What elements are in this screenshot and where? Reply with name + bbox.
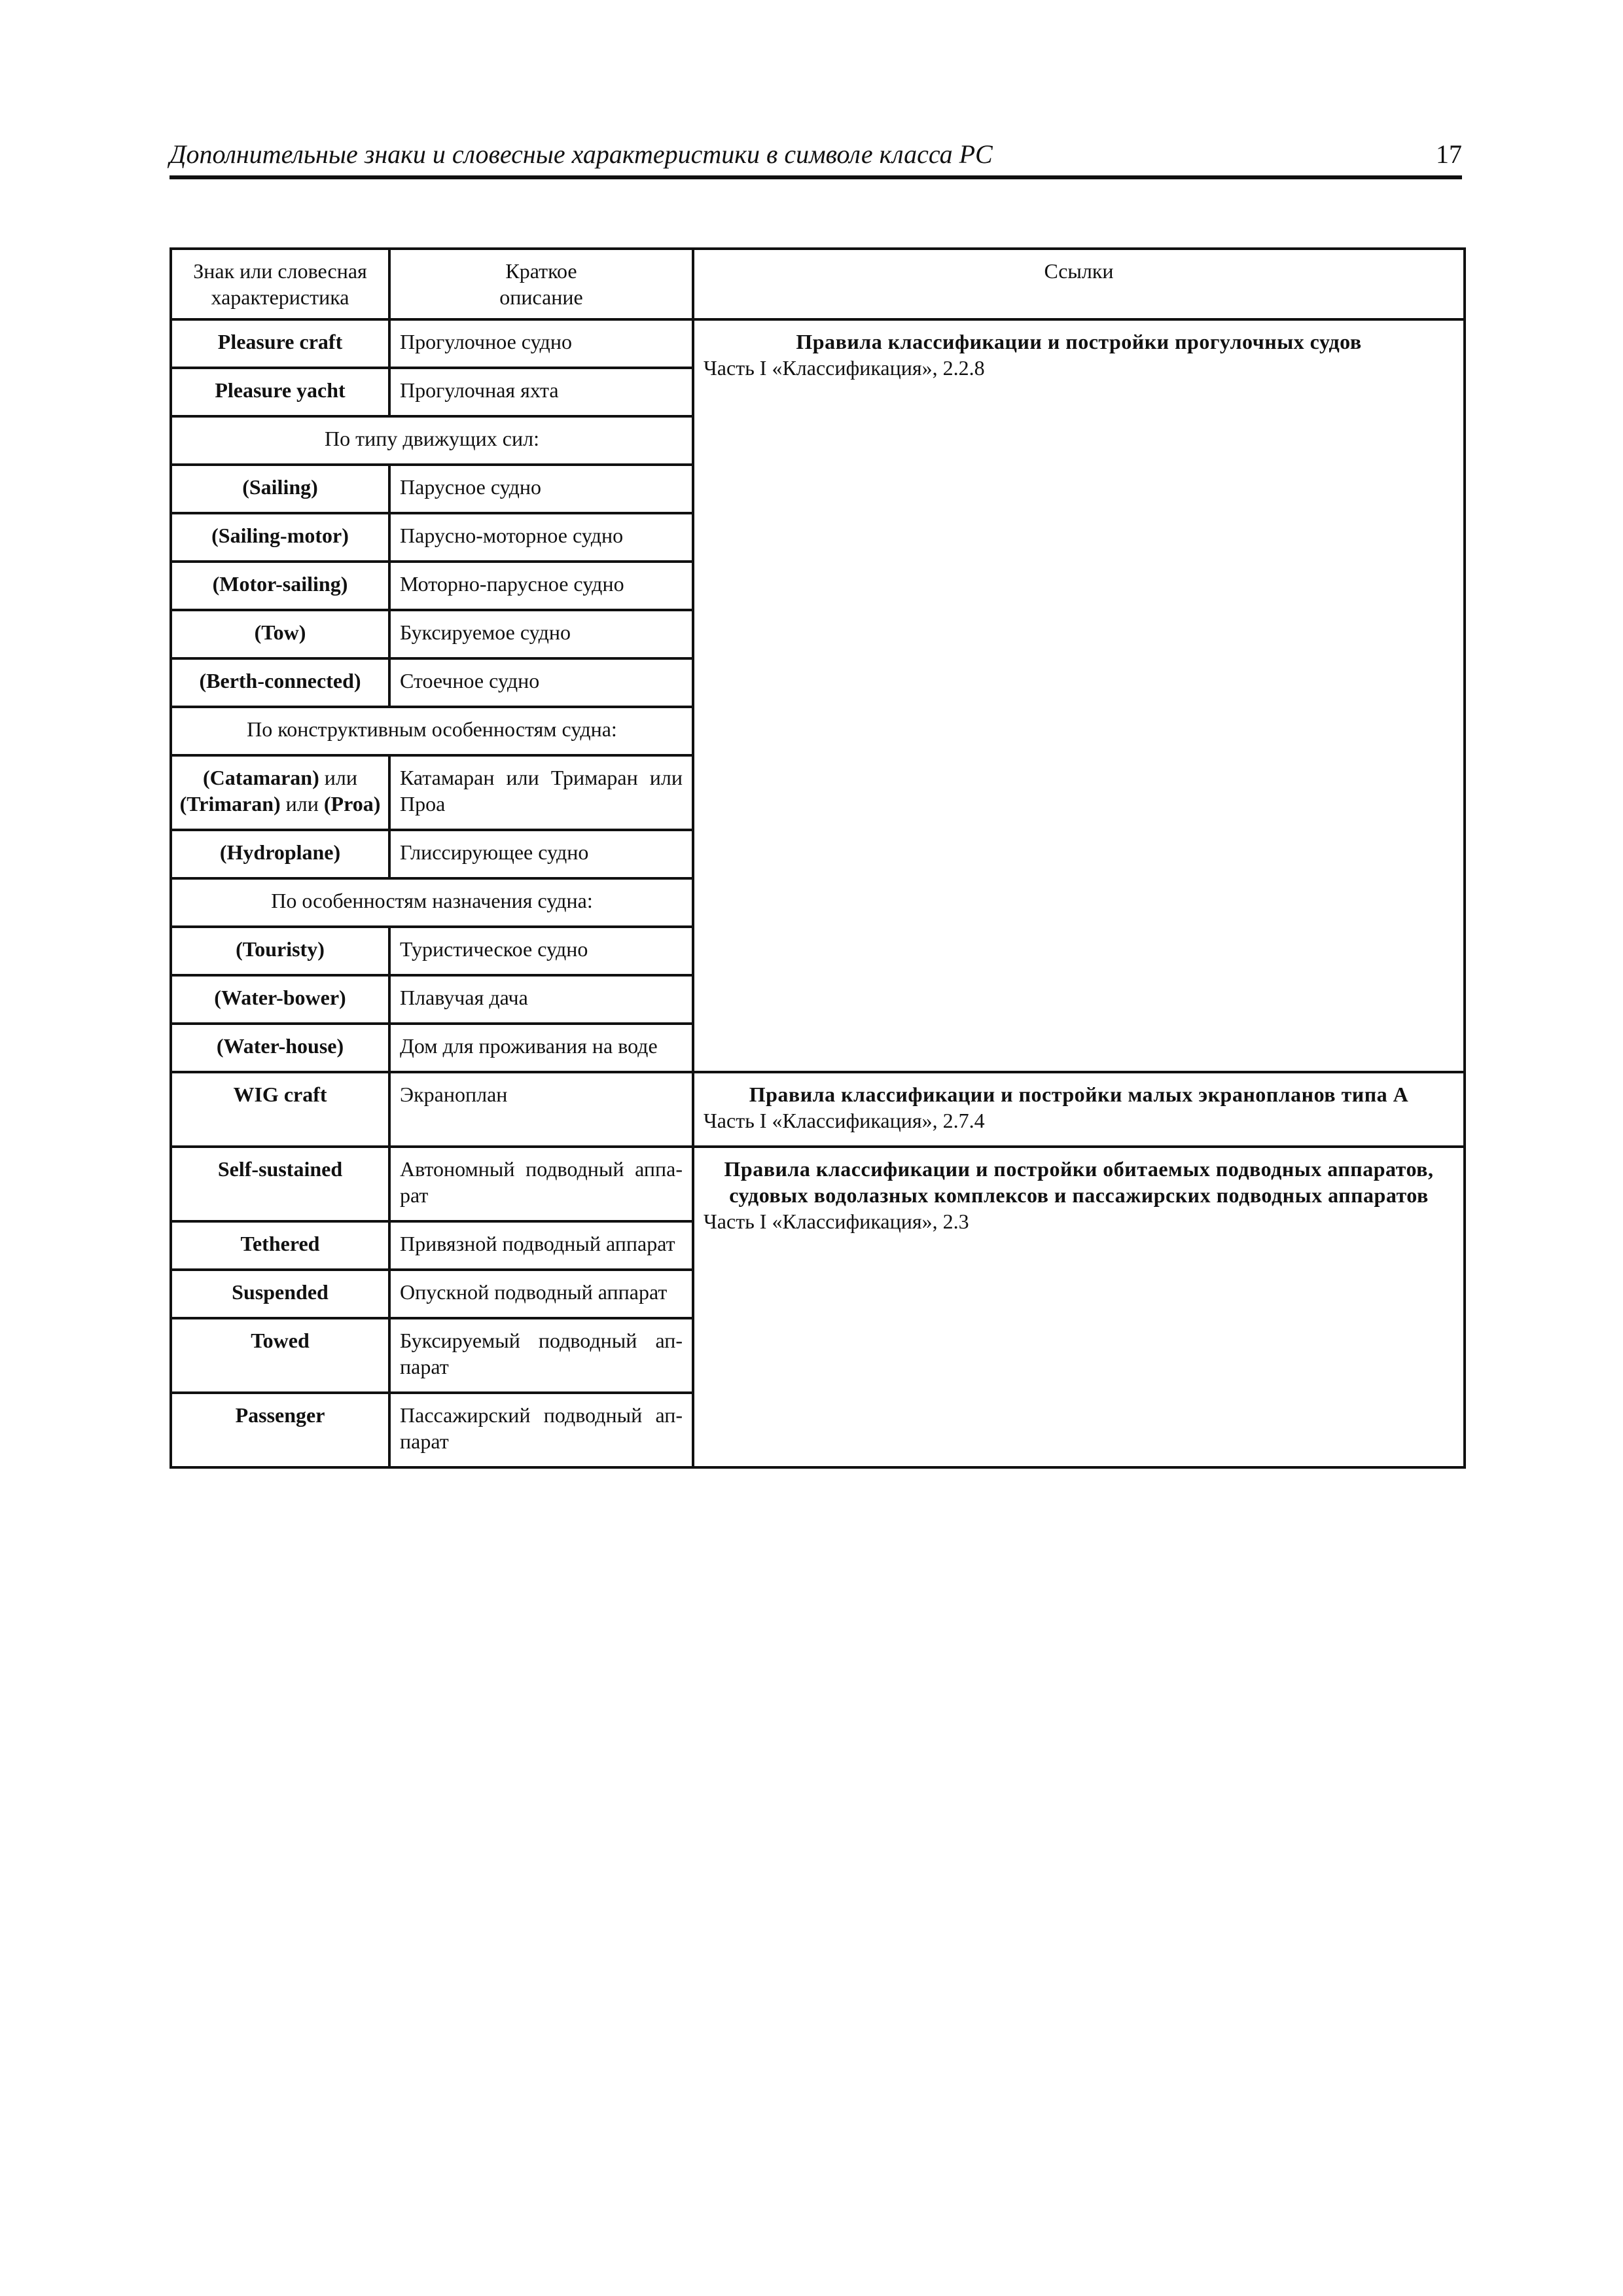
notation-cell: (Sailing)	[171, 465, 389, 513]
table-row	[171, 1072, 1465, 1147]
description-cell: Автономный подводный аппа-рат	[389, 1147, 693, 1221]
table-row	[171, 1147, 1465, 1221]
description-cell: Экраноплан	[389, 1072, 693, 1147]
notation-cell: Pleasure craft	[171, 319, 389, 368]
header-description: Краткое описание	[389, 249, 693, 319]
reference-cell	[693, 1072, 1465, 1147]
class-notations-table	[169, 247, 1466, 1469]
notation-cell: (Touristy)	[171, 927, 389, 975]
table-header-row	[171, 249, 1465, 319]
reference-cell	[693, 319, 1465, 1072]
notation-cell: Self-sustained	[171, 1147, 389, 1221]
header-sign: Знак или словесная характеристика	[171, 249, 389, 319]
notation-cell: (Hydroplane)	[171, 830, 389, 878]
notation-cell: (Water-bower)	[171, 975, 389, 1024]
description-cell: Опускной подводный аппарат	[389, 1270, 693, 1318]
notation-cell: Towed	[171, 1318, 389, 1393]
running-header	[169, 139, 1462, 179]
section-heading: По конструктивным особенностям судна:	[171, 707, 693, 755]
running-title: Дополнительные знаки и словесные характеристики в символе класса РС	[169, 139, 993, 169]
description-cell: Буксируемый подводный ап-парат	[389, 1318, 693, 1393]
notation-cell: (Berth-connected)	[171, 658, 389, 707]
notation-cell: Pleasure yacht	[171, 368, 389, 416]
notation-cell: (Motor-sailing)	[171, 562, 389, 610]
notation-cell: (Water-house)	[171, 1024, 389, 1072]
notation-cell: Suspended	[171, 1270, 389, 1318]
page-number: 17	[1436, 139, 1462, 169]
description-cell: Плавучая дача	[389, 975, 693, 1024]
section-heading: По типу движущих сил:	[171, 416, 693, 465]
reference-part: Часть I «Классификация», 2.3	[704, 1210, 969, 1233]
section-heading: По особенностям назначения судна:	[171, 878, 693, 927]
description-cell: Стоечное судно	[389, 658, 693, 707]
description-cell: Прогулочное судно	[389, 319, 693, 368]
description-cell: Пассажирский подводный ап-парат	[389, 1393, 693, 1467]
table-row	[171, 319, 1465, 368]
notation-cell: (Sailing-motor)	[171, 513, 389, 562]
reference-part: Часть I «Классификация», 2.2.8	[704, 356, 985, 380]
description-cell: Моторно-парусное судно	[389, 562, 693, 610]
description-cell: Дом для проживания на воде	[389, 1024, 693, 1072]
description-cell: Глиссирующее судно	[389, 830, 693, 878]
header-references: Ссылки	[693, 249, 1465, 319]
description-cell: Прогулочная яхта	[389, 368, 693, 416]
reference-cell	[693, 1147, 1465, 1467]
description-cell: Катамаран или Тримаран или Проа	[389, 755, 693, 830]
reference-part: Часть I «Классификация», 2.7.4	[704, 1109, 985, 1132]
description-cell: Парусно-моторное судно	[389, 513, 693, 562]
reference-title: Правила классификации и постройки малых экранопланов типа А	[749, 1083, 1409, 1106]
notation-cell: WIG craft	[171, 1072, 389, 1147]
reference-title: Правила классификации и постройки прогулочных судов	[796, 330, 1362, 353]
notation-cell: Passenger	[171, 1393, 389, 1467]
description-cell: Туристическое судно	[389, 927, 693, 975]
description-cell: Буксируемое судно	[389, 610, 693, 658]
description-cell: Парусное судно	[389, 465, 693, 513]
reference-title: Правила классификации и постройки обитаемых подводных аппаратов, судовых водолазных комплексов и пассажирских подводных аппаратов	[724, 1157, 1434, 1207]
notation-cell: (Tow)	[171, 610, 389, 658]
notation-cell: Tethered	[171, 1221, 389, 1270]
description-cell: Привязной подводный аппарат	[389, 1221, 693, 1270]
notation-cell: (Catamaran) или (Trimaran) или (Proa)	[171, 755, 389, 830]
